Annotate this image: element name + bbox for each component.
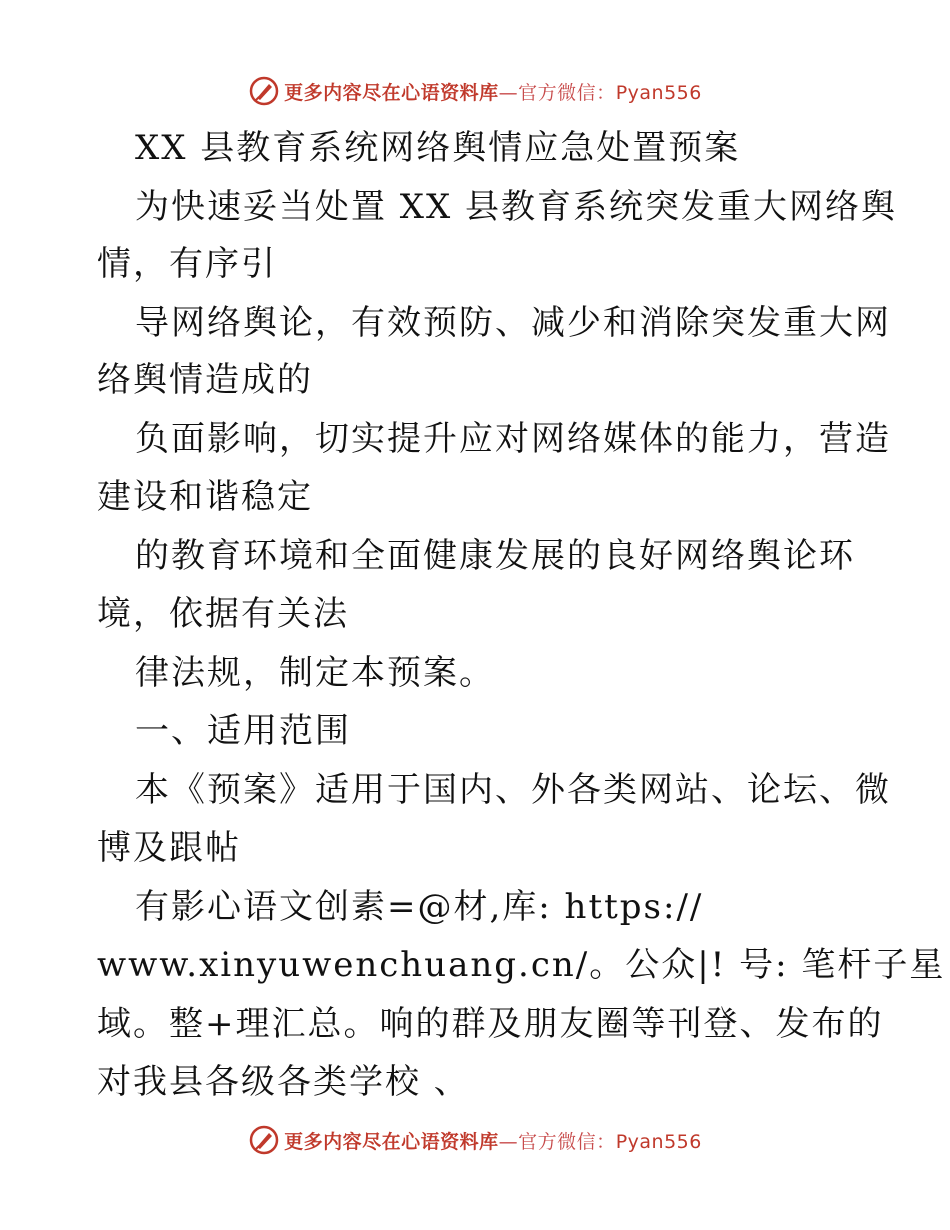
banner-slogan: 更多内容尽在心语资料库 [284, 1130, 499, 1153]
banner-wechat-id: Pyan556 [615, 1130, 702, 1153]
paragraph-line: 建设和谐稳定 [97, 477, 313, 517]
banner-dash: — [498, 81, 519, 104]
paragraph-line: 为快速妥当处置 XX 县教育系统突发重大网络舆 [135, 187, 898, 227]
paragraph-line: 导网络舆论，有效预防、减少和消除突发重大网 [135, 303, 891, 343]
paragraph-line: 本《预案》适用于国内、外各类网站、论坛、微 [135, 770, 891, 810]
section-heading: 一、适用范围 [135, 711, 351, 751]
paragraph-line: 对我县各级各类学校 、 [97, 1062, 470, 1102]
paragraph-line: 博及跟帖 [97, 828, 241, 868]
banner-dash: — [498, 1130, 519, 1153]
footer-watermark-banner [0, 1120, 950, 1160]
paragraph-line: 的教育环境和全面健康发展的良好网络舆论环 [135, 536, 855, 576]
feather-pen-logo-icon [248, 1124, 280, 1156]
paragraph-line: 境，依据有关法 [97, 594, 349, 634]
banner-slogan: 更多内容尽在心语资料库 [284, 81, 499, 104]
banner-wechat-label: 官方微信： [518, 81, 616, 104]
paragraph-line: 有影心语文创素=@材,库: https:// [135, 887, 704, 927]
paragraph-line: 负面影响，切实提升应对网络媒体的能力，营造 [135, 419, 891, 459]
banner-wechat-label: 官方微信： [518, 1130, 616, 1153]
paragraph-line: 络舆情造成的 [97, 360, 313, 400]
paragraph-line: www.xinyuwenchuang.cn/。公众|! 号: 笔杆子星 [97, 945, 946, 985]
paragraph-line: 律法规，制定本预案。 [135, 653, 495, 693]
paragraph-line: 域。整+理汇总。响的群及朋友圈等刊登、发布的 [97, 1004, 884, 1044]
banner-wechat-id: Pyan556 [615, 81, 702, 104]
banner-text [284, 1127, 702, 1154]
paragraph-line: 情，有序引 [97, 244, 277, 284]
document-title: XX 县教育系统网络舆情应急处置预案 [135, 128, 741, 168]
